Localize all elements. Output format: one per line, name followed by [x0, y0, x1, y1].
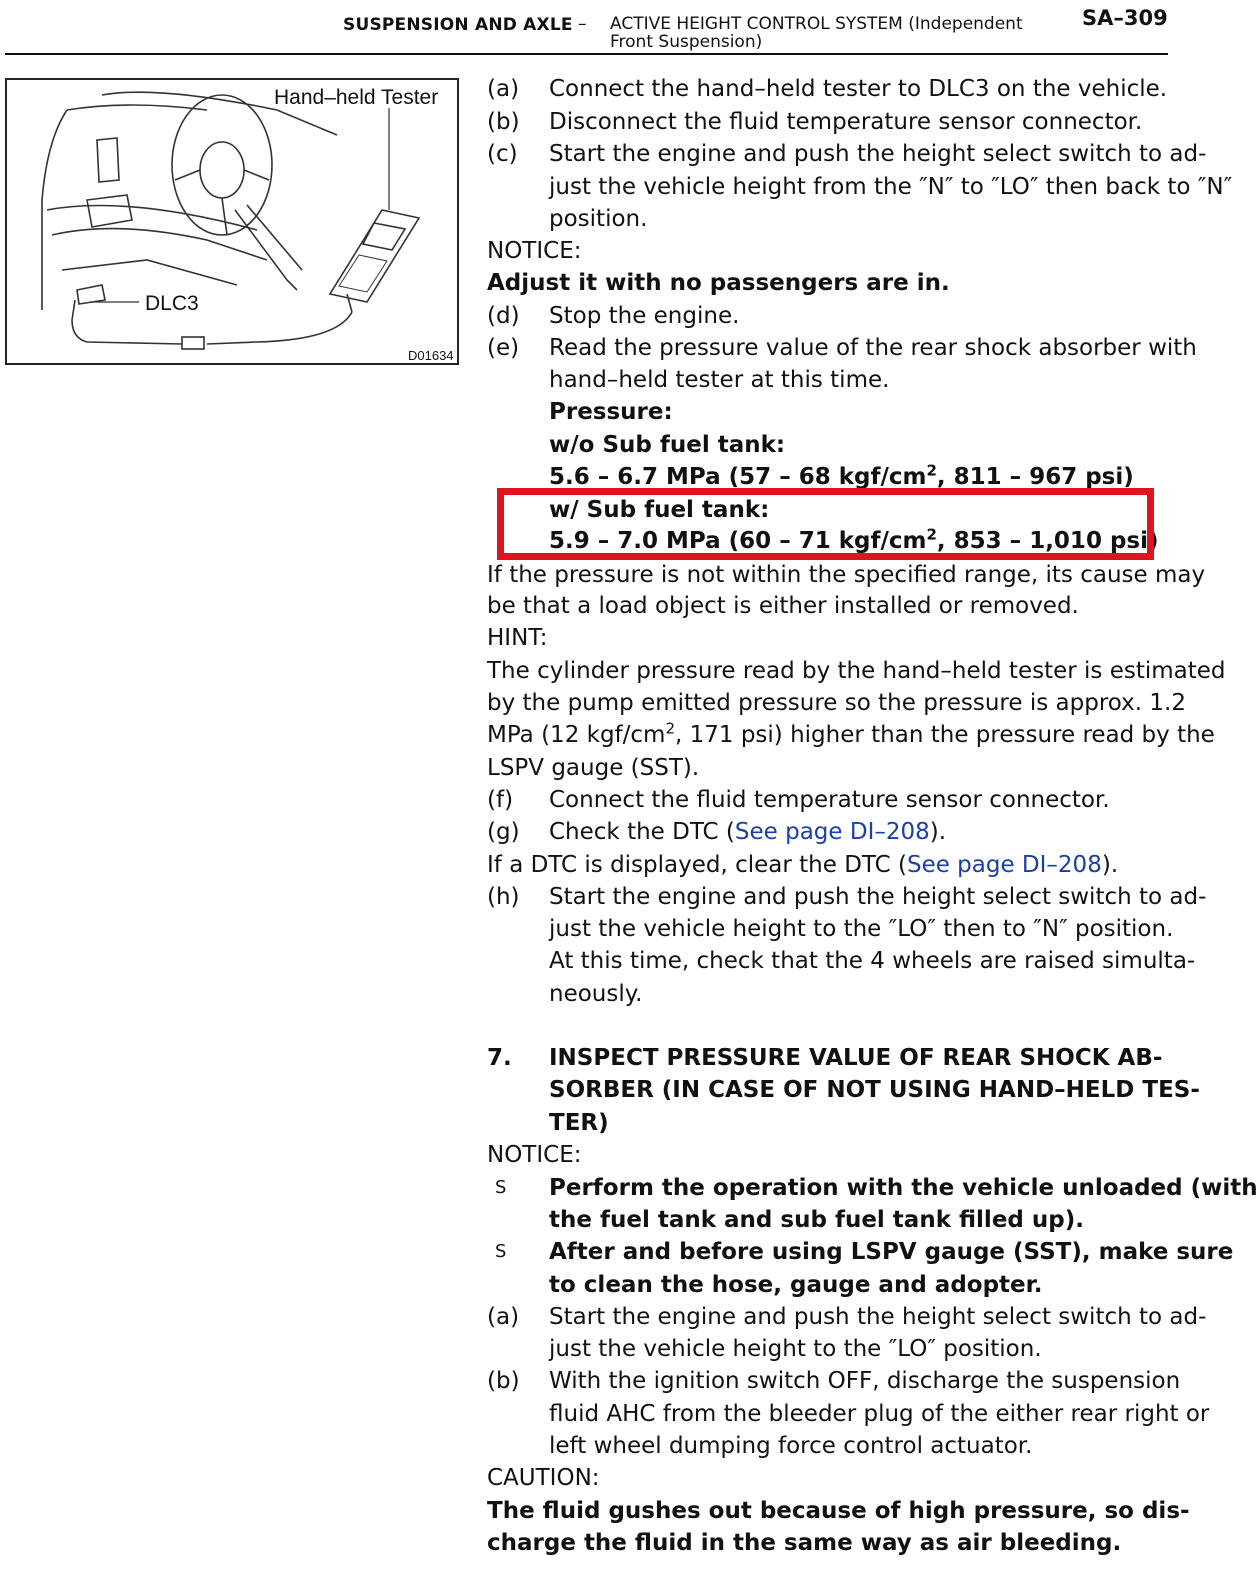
notice-text: to clean the hose, gauge and adopter.	[549, 1272, 1043, 1298]
notice-text: the fuel tank and sub fuel tank filled up).	[549, 1207, 1084, 1233]
see-page-link[interactable]: See page DI–208	[906, 852, 1102, 878]
step-text: Start the engine and push the height select switch to ad-	[549, 141, 1207, 167]
step-text: fluid AHC from the bleeder plug of the either rear right or	[549, 1401, 1210, 1427]
notice-title: NOTICE:	[487, 238, 582, 264]
section-number: 7.	[487, 1045, 512, 1071]
step-label: (c)	[487, 141, 518, 167]
hint-text: LSPV gauge (SST).	[487, 755, 700, 781]
step-text: Stop the engine.	[549, 303, 740, 329]
hint-text: The cylinder pressure read by the hand–held tester is estimated	[487, 658, 1226, 684]
hint-text: by the pump emitted pressure so the pressure is approx. 1.2	[487, 690, 1186, 716]
step-text: At this time, check that the 4 wheels are raised simulta-	[549, 948, 1196, 974]
step-text: just the vehicle height to the ″LO″ then to ″N″ position.	[549, 916, 1174, 942]
tester-label: Hand–held Tester	[274, 86, 439, 109]
step-text: Read the pressure value of the rear shock absorber with	[549, 335, 1197, 361]
caution-text: charge the fluid in the same way as air bleeding.	[487, 1530, 1122, 1556]
step-text: just the vehicle height to the ″LO″ position.	[549, 1336, 1042, 1362]
notice-text: Perform the operation with the vehicle unloaded (with	[549, 1175, 1258, 1201]
figure-code: D01634	[408, 348, 454, 363]
step-label: (b)	[487, 1368, 520, 1394]
body-text: If a DTC is displayed, clear the DTC (See page DI–208).	[487, 852, 1119, 878]
pressure-w-value: 5.9 – 7.0 MPa (60 – 71 kgf/$cm^2$, 853 – 1,010 psi)	[549, 525, 1159, 554]
highlight-box	[497, 488, 1154, 560]
step-text: neously.	[549, 981, 643, 1007]
step-text: just the vehicle height from the ″N″ to ″LO″ then back to ″N″	[549, 174, 1233, 200]
section-heading: TER)	[549, 1110, 609, 1136]
pressure-w-label: w/ Sub fuel tank:	[549, 497, 770, 523]
pressure-wo-value: 5.6 – 6.7 MPa (57 – 68 kgf/$cm^2$, 811 – 967 psi)	[549, 461, 1134, 490]
section-heading: SORBER (IN CASE OF NOT USING HAND–HELD TES-	[549, 1077, 1200, 1103]
dlc-label: DLC3	[145, 292, 199, 315]
body-text: be that a load object is either installed or removed.	[487, 593, 1079, 619]
step-text: hand–held tester at this time.	[549, 367, 890, 393]
step-label: (g)	[487, 819, 520, 845]
caution-title: CAUTION:	[487, 1465, 600, 1491]
notice-text: After and before using LSPV gauge (SST), make sure	[549, 1239, 1234, 1265]
step-text: left wheel dumping force control actuator.	[549, 1433, 1033, 1459]
header-section: SUSPENSION AND AXLE	[343, 15, 573, 35]
bullet-icon: S	[495, 1177, 507, 1198]
caution-text: The fluid gushes out because of high pressure, so dis-	[487, 1498, 1190, 1524]
step-label: (h)	[487, 884, 520, 910]
step-label: (e)	[487, 335, 520, 361]
step-text: Connect the fluid temperature sensor connector.	[549, 787, 1110, 813]
section-heading: INSPECT PRESSURE VALUE OF REAR SHOCK AB-	[549, 1045, 1163, 1071]
dashboard-tester-drawing	[7, 80, 461, 367]
header-dash: –	[578, 14, 587, 34]
header-title: ACTIVE HEIGHT CONTROL SYSTEM (Independent Front Suspension)	[610, 14, 1023, 52]
see-page-link[interactable]: See page DI–208	[734, 819, 930, 845]
body-text: If the pressure is not within the specified range, its cause may	[487, 562, 1206, 588]
notice-title: NOTICE:	[487, 1142, 582, 1168]
hint-title: HINT:	[487, 625, 548, 651]
bullet-icon: S	[495, 1241, 507, 1262]
step-text: Connect the hand–held tester to DLC3 on the vehicle.	[549, 76, 1168, 102]
illustration-figure	[5, 78, 459, 365]
hint-text: MPa (12 kgf/$cm^2$, 171 psi) higher than the pressure read by the	[487, 719, 1215, 748]
pressure-wo-label: w/o Sub fuel tank:	[549, 432, 786, 458]
step-text: Start the engine and push the height select switch to ad-	[549, 884, 1207, 910]
page-number: SA–309	[1082, 6, 1168, 30]
step-text: Start the engine and push the height select switch to ad-	[549, 1304, 1207, 1330]
step-label: (b)	[487, 109, 520, 135]
step-label: (a)	[487, 76, 520, 102]
step-label: (f)	[487, 787, 514, 813]
step-text: Check the DTC (See page DI–208).	[549, 819, 947, 845]
step-label: (a)	[487, 1304, 520, 1330]
pressure-title: Pressure:	[549, 399, 673, 425]
step-text: Disconnect the fluid temperature sensor connector.	[549, 109, 1143, 135]
step-text: position.	[549, 206, 648, 232]
header-rule	[5, 53, 1168, 55]
notice-text: Adjust it with no passengers are in.	[487, 270, 950, 296]
step-text: With the ignition switch OFF, discharge the suspension	[549, 1368, 1181, 1394]
step-label: (d)	[487, 303, 520, 329]
